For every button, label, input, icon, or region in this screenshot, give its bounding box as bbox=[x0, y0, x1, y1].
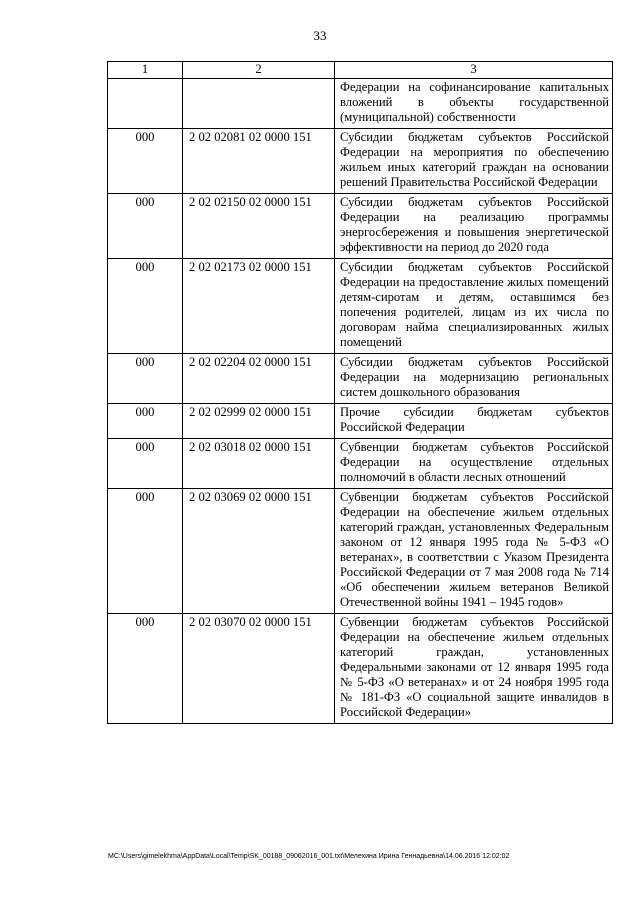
budget-code-cell: 2 02 02081 02 0000 151 bbox=[183, 129, 335, 194]
budget-code-cell: 2 02 02150 02 0000 151 bbox=[183, 194, 335, 259]
table-row bbox=[108, 79, 613, 129]
table-row bbox=[108, 354, 613, 404]
table-row bbox=[108, 439, 613, 489]
admin-code-cell: 000 bbox=[108, 489, 183, 614]
budget-code-cell: 2 02 03069 02 0000 151 bbox=[183, 489, 335, 614]
budget-code-cell bbox=[183, 79, 335, 129]
table-body bbox=[108, 79, 613, 724]
file-path-footer: МС:\Users\gimelekhma\AppData\Local\Temp\SK_00188_09062016_001.txt\Мелехина Ирина Геннадьевна\14.06.2016 12:02:02 bbox=[108, 853, 510, 860]
budget-code-cell: 2 02 02999 02 0000 151 bbox=[183, 404, 335, 439]
table-header-row bbox=[108, 62, 613, 79]
table-row bbox=[108, 489, 613, 614]
description-cell: Субвенции бюджетам субъектов Российской Федерации на осуществление отдельных полномочий в области лесных отношений bbox=[335, 439, 613, 489]
column-header: 3 bbox=[335, 62, 613, 79]
admin-code-cell bbox=[108, 79, 183, 129]
budget-code-cell: 2 02 03070 02 0000 151 bbox=[183, 614, 335, 724]
table-row bbox=[108, 129, 613, 194]
admin-code-cell: 000 bbox=[108, 129, 183, 194]
description-cell: Субвенции бюджетам субъектов Российской Федерации на обеспечение жильем отдельных категорий граждан, установленных Федеральным законом от 12 января 1995 года № 5-ФЗ «О ветеранах», в соответствии с Указом Президента Российской Федерации от 7 мая 2008 года № 714 «Об обеспечении жильем ветеранов Великой Отечественной войны 1941 – 1945 годов» bbox=[335, 489, 613, 614]
budget-code-cell: 2 02 03018 02 0000 151 bbox=[183, 439, 335, 489]
table-row bbox=[108, 614, 613, 724]
table-row bbox=[108, 259, 613, 354]
admin-code-cell: 000 bbox=[108, 259, 183, 354]
budget-table bbox=[107, 61, 613, 724]
description-cell: Субсидии бюджетам субъектов Российской Федерации на предоставление жилых помещений детям-сиротам и детям, оставшимся без попечения родителей, лицам из их числа по договорам найма специализированных жилых помещений bbox=[335, 259, 613, 354]
admin-code-cell: 000 bbox=[108, 439, 183, 489]
budget-code-cell: 2 02 02173 02 0000 151 bbox=[183, 259, 335, 354]
description-cell: Субсидии бюджетам субъектов Российской Федерации на модернизацию региональных систем дошкольного образования bbox=[335, 354, 613, 404]
description-cell: Федерации на софинансирование капитальных вложений в объекты государственной (муниципальной) собственности bbox=[335, 79, 613, 129]
admin-code-cell: 000 bbox=[108, 194, 183, 259]
table-row bbox=[108, 404, 613, 439]
admin-code-cell: 000 bbox=[108, 404, 183, 439]
admin-code-cell: 000 bbox=[108, 354, 183, 404]
description-cell: Субвенции бюджетам субъектов Российской Федерации на обеспечение жильем отдельных категорий граждан, установленных Федеральными законами от 12 января 1995 года № 5-ФЗ «О ветеранах» и от 24 ноября 1995 года № 181-ФЗ «О социальной защите инвалидов в Российской Федерации» bbox=[335, 614, 613, 724]
table-row bbox=[108, 194, 613, 259]
admin-code-cell: 000 bbox=[108, 614, 183, 724]
description-cell: Субсидии бюджетам субъектов Российской Федерации на мероприятия по обеспечению жильем иных категорий граждан на основании решений Правительства Российской Федерации bbox=[335, 129, 613, 194]
description-cell: Прочие субсидии бюджетам субъектов Российской Федерации bbox=[335, 404, 613, 439]
budget-code-cell: 2 02 02204 02 0000 151 bbox=[183, 354, 335, 404]
description-cell: Субсидии бюджетам субъектов Российской Федерации на реализацию программы энергосбережения и повышения энергетической эффективности на период до 2020 года bbox=[335, 194, 613, 259]
page-number: 33 bbox=[313, 28, 327, 43]
column-header: 1 bbox=[108, 62, 183, 79]
column-header: 2 bbox=[183, 62, 335, 79]
